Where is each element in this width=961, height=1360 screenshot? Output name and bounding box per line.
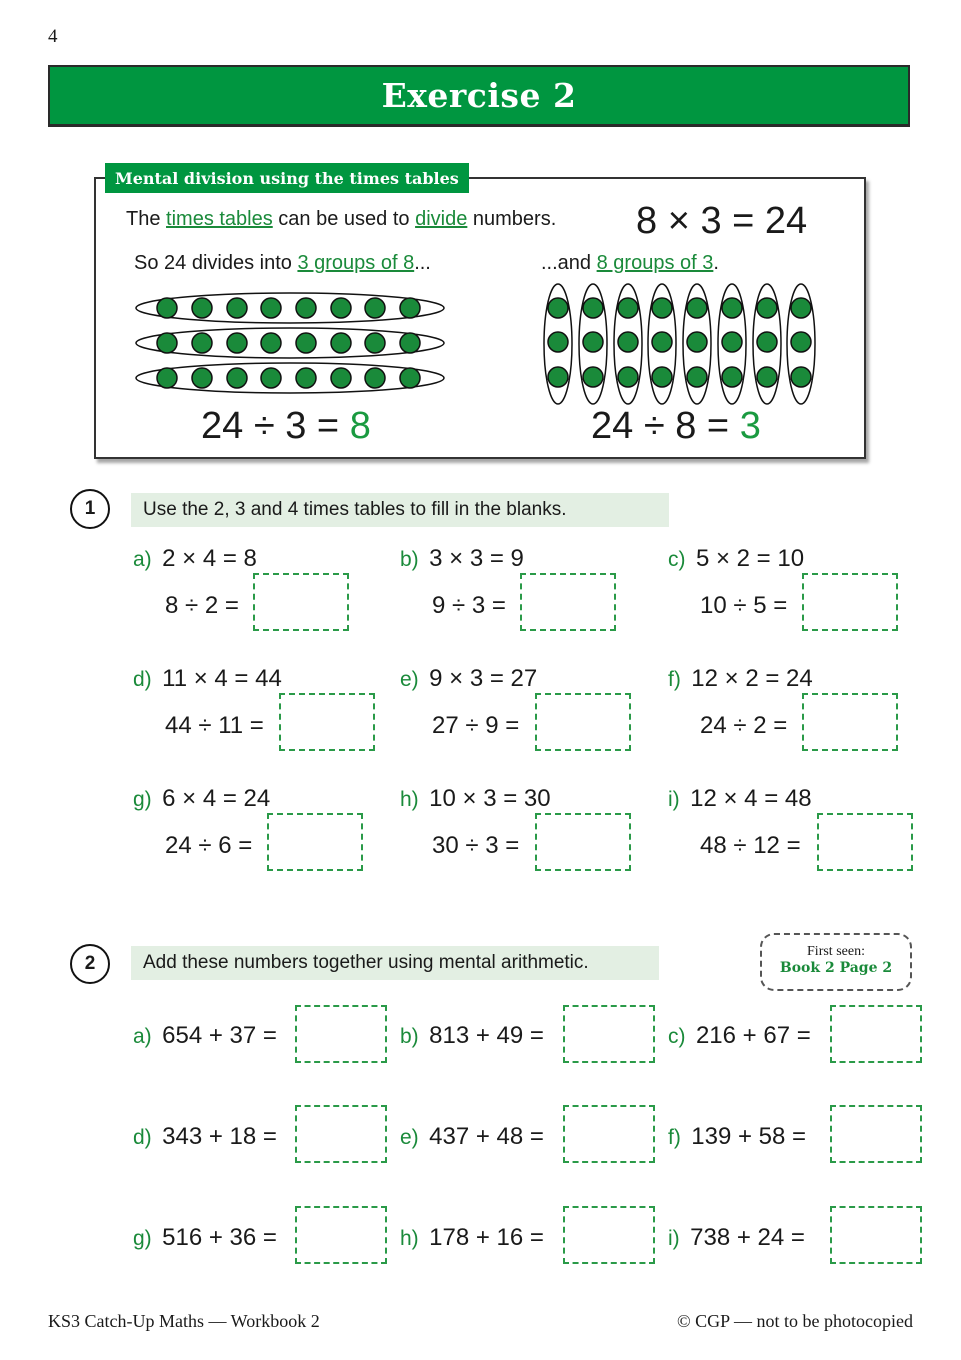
first-seen-reference: Book 2 Page 2 (779, 960, 893, 976)
q2-item-a (133, 1022, 277, 1050)
answer: 3 (739, 405, 761, 447)
item-label: e) (400, 1126, 419, 1149)
exercise-banner (48, 65, 910, 127)
first-seen-badge (760, 933, 912, 991)
item-label: e) (400, 668, 419, 691)
question-2-prompt: Add these numbers together using mental arithmetic. (131, 946, 659, 980)
q2-item-f (668, 1123, 806, 1151)
item-label: a) (133, 1025, 152, 1048)
item-question: 654 + 37 = (162, 1022, 277, 1049)
q2-item-b (400, 1022, 544, 1050)
q1-item-b-question: 9 ÷ 3 = (432, 592, 506, 619)
q1-item-d-question: 44 ÷ 11 = (165, 712, 264, 739)
q1-item-d (133, 665, 282, 693)
q2-answer-box-d[interactable] (295, 1105, 387, 1163)
item-label: i) (668, 788, 680, 811)
q1-answer-box-a[interactable] (253, 573, 349, 631)
q1-item-b (400, 545, 524, 573)
info-line-1 (126, 208, 556, 231)
q2-item-h (400, 1224, 544, 1252)
item-question: 738 + 24 = (690, 1224, 805, 1251)
q1-answer-box-c[interactable] (802, 573, 898, 631)
q1-item-i-question: 48 ÷ 12 = (700, 832, 801, 859)
item-label: b) (400, 548, 419, 571)
keyword-divide: divide (415, 208, 468, 230)
item-label: g) (133, 788, 152, 811)
item-fact: 2 × 4 = 8 (162, 545, 257, 572)
q1-answer-box-i[interactable] (817, 813, 913, 871)
info-box-tag: Mental division using the times tables (105, 163, 469, 193)
item-fact: 11 × 4 = 44 (162, 665, 282, 692)
q1-answer-box-g[interactable] (267, 813, 363, 871)
item-fact: 10 × 3 = 30 (429, 785, 551, 812)
item-fact: 12 × 4 = 48 (690, 785, 812, 812)
q1-item-a-question: 8 ÷ 2 = (165, 592, 239, 619)
item-label: c) (668, 548, 686, 571)
dot-diagram-3-groups-of-8 (125, 290, 455, 400)
answer: 8 (349, 405, 371, 447)
dot-diagram-8-groups-of-3 (540, 280, 820, 410)
item-label: i) (668, 1227, 680, 1250)
q2-answer-box-g[interactable] (295, 1206, 387, 1264)
item-label: h) (400, 1227, 419, 1250)
q1-item-g-question: 24 ÷ 6 = (165, 832, 253, 859)
item-fact: 3 × 3 = 9 (429, 545, 524, 572)
q1-item-f-question: 24 ÷ 2 = (700, 712, 788, 739)
item-fact: 5 × 2 = 10 (695, 545, 805, 572)
q1-answer-box-h[interactable] (535, 813, 631, 871)
q2-item-e (400, 1123, 544, 1151)
q2-item-c (668, 1022, 811, 1050)
q2-answer-box-f[interactable] (830, 1105, 922, 1163)
item-label: f) (668, 1126, 681, 1149)
item-label: c) (668, 1025, 686, 1048)
question-1-number: 1 (70, 489, 110, 529)
q1-item-h-question: 30 ÷ 3 = (432, 832, 520, 859)
q1-item-f (668, 665, 813, 693)
q2-item-d (133, 1123, 277, 1151)
text: numbers. (467, 208, 557, 230)
item-label: d) (133, 668, 152, 691)
q1-item-i (668, 785, 812, 813)
text: can be used to (272, 208, 416, 230)
q2-answer-box-h[interactable] (563, 1206, 655, 1264)
q2-answer-box-a[interactable] (295, 1005, 387, 1063)
item-question: 813 + 49 = (429, 1022, 544, 1049)
item-label: d) (133, 1126, 152, 1149)
q1-item-e-question: 27 ÷ 9 = (432, 712, 520, 739)
text: . (713, 252, 719, 274)
item-label: g) (133, 1227, 152, 1250)
question-2-number: 2 (70, 944, 110, 984)
item-question: 343 + 18 = (162, 1123, 277, 1150)
footer-left: KS3 Catch-Up Maths — Workbook 2 (48, 1311, 320, 1331)
q1-item-c-question: 10 ÷ 5 = (700, 592, 788, 619)
text: The (126, 208, 167, 230)
q2-answer-box-c[interactable] (830, 1005, 922, 1063)
item-question: 139 + 58 = (691, 1123, 807, 1150)
q1-item-h (400, 785, 551, 813)
item-fact: 12 × 2 = 24 (691, 665, 813, 692)
q1-item-a (133, 545, 257, 573)
q2-answer-box-e[interactable] (563, 1105, 655, 1163)
equation-right (591, 405, 761, 448)
page-title: Exercise 2 (381, 76, 577, 115)
info-line-3 (541, 252, 719, 275)
text: ...and (541, 252, 597, 274)
q2-item-g (133, 1224, 277, 1252)
item-label: h) (400, 788, 419, 811)
info-line-2 (134, 252, 431, 275)
item-question: 178 + 16 = (429, 1224, 544, 1251)
text: ... (414, 252, 431, 274)
q1-item-g (133, 785, 270, 813)
q2-answer-box-i[interactable] (830, 1206, 922, 1264)
first-seen-label: First seen: (807, 944, 865, 959)
q1-item-e (400, 665, 537, 693)
q2-answer-box-b[interactable] (563, 1005, 655, 1063)
q2-item-i (668, 1224, 805, 1252)
item-label: b) (400, 1025, 419, 1048)
page-number: 4 (48, 26, 58, 47)
item-fact: 6 × 4 = 24 (162, 785, 271, 812)
q1-answer-box-e[interactable] (535, 693, 631, 751)
footer-right: © CGP — not to be photocopied (677, 1311, 913, 1331)
text: So 24 divides into (134, 252, 298, 274)
item-question: 437 + 48 = (429, 1123, 544, 1150)
equation-top: 8 × 3 = 24 (636, 200, 808, 242)
item-fact: 9 × 3 = 27 (429, 665, 538, 692)
item-label: f) (668, 668, 681, 691)
q1-answer-box-d[interactable] (279, 693, 375, 751)
q1-item-c (668, 545, 804, 573)
keyword-3-groups-of-8: 3 groups of 8 (297, 252, 415, 274)
item-question: 516 + 36 = (162, 1224, 277, 1251)
item-question: 216 + 67 = (695, 1022, 811, 1049)
q1-answer-box-f[interactable] (802, 693, 898, 751)
expression: 24 ÷ 8 = (591, 405, 740, 447)
equation-left (201, 405, 371, 448)
item-label: a) (133, 548, 152, 571)
keyword-times-tables: times tables (166, 208, 273, 230)
keyword-8-groups-of-3: 8 groups of 3 (596, 252, 714, 274)
expression: 24 ÷ 3 = (201, 405, 350, 447)
q1-answer-box-b[interactable] (520, 573, 616, 631)
question-1-prompt: Use the 2, 3 and 4 times tables to fill in the blanks. (131, 493, 669, 527)
